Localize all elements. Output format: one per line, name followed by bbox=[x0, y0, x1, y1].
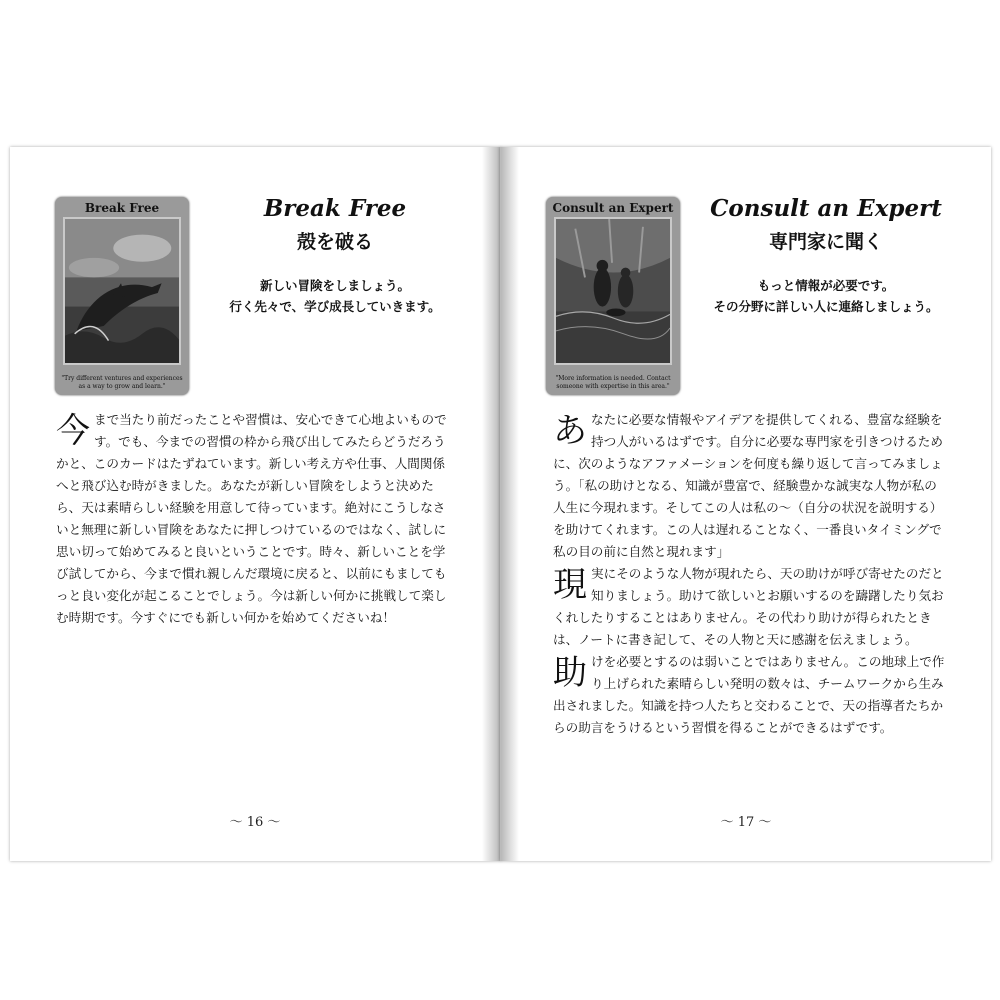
oracle-card-break-free bbox=[55, 197, 189, 395]
paragraph-text: なたに必要な情報やアイデアを提供してくれる、豊富な経験を持つ人がいるはずです。自分に必要な専門家を引きつけるために、次のようなアファメーションを何度も繰り返して言ってみましょう。「私の助けとなる、知識が豊富で、経験豊かな誠実な人物が私の人生に今現れます。そしてこの人は私の～（自分の状況を説明する）を助けてくれます。この人は遅れることなく、一番良いタイミングで私の目の前に自然と現れます」 bbox=[553, 412, 943, 559]
paragraph bbox=[553, 563, 945, 651]
body-text bbox=[56, 409, 448, 629]
paragraph bbox=[56, 409, 448, 629]
card-caption: "Try different ventures and experiences as a way to grow and learn." bbox=[61, 375, 183, 390]
consultation-illustration bbox=[554, 217, 672, 365]
page-gutter-shadow bbox=[482, 147, 500, 861]
drop-cap: 現 bbox=[553, 565, 587, 605]
heading-japanese: 殻を破る bbox=[296, 231, 373, 253]
page-gutter-shadow bbox=[501, 147, 519, 861]
open-book bbox=[10, 147, 990, 861]
paragraph bbox=[553, 409, 945, 563]
left-page bbox=[10, 147, 501, 861]
card-title: Consult an Expert bbox=[552, 201, 674, 215]
paragraph-text: まで当たり前だったことや習慣は、安心できて心地よいものです。でも、今までの習慣の枠から飛び出してみたらどうだろうかと、このカードはたずねています。新しい考え方や仕事、人間関係へと飛び込む時がきました。あなたが新しい冒険をしようと決めたら、天は素晴らしい経験を用意して待っています。絶対にこうしなさいと無理に新しい冒険をあなたに押しつけているのではなく、試しに思い切って始めてみると良いということです。時々、新しいことを学び試してから、今まで慣れ親しんだ環境に戻ると、以前にもましてもっと良い変化が起こることでしょう。今は新しい何かに挑戦して楽しむ時期です。今すぐにでも新しい何かを始めてくださいね！ bbox=[56, 412, 447, 625]
page-number: ～ 17 ～ bbox=[720, 815, 772, 830]
lead-message bbox=[185, 275, 485, 317]
lead-line: 行く先々で、学び成長していきます。 bbox=[229, 299, 441, 314]
oracle-card-consult-an-expert bbox=[546, 197, 680, 395]
lead-line: もっと情報が必要です。 bbox=[757, 278, 895, 293]
drop-cap: 助 bbox=[553, 653, 587, 693]
drop-cap: あ bbox=[553, 411, 587, 451]
heading-japanese: 専門家に聞く bbox=[768, 231, 883, 253]
card-title: Break Free bbox=[84, 201, 160, 215]
heading-english: Consult an Expert bbox=[710, 195, 942, 222]
body-text bbox=[553, 409, 945, 739]
right-page bbox=[500, 147, 991, 861]
lead-message bbox=[676, 275, 976, 317]
paragraph bbox=[553, 651, 945, 739]
paragraph-text: けを必要とするのは弱いことではありません。この地球上で作り上げられた素晴らしい発明の数々は、チームワークから生み出されました。知識を持つ人たちと交わることで、天の指導者たちからの助言をうけるという習慣を得ることができるはずです。 bbox=[553, 654, 945, 735]
heading-english: Break Free bbox=[263, 195, 407, 222]
drop-cap: 今 bbox=[56, 411, 90, 451]
paragraph-text: 実にそのような人物が現れたら、天の助けが呼び寄せたのだと知りましょう。助けて欲しいとお願いするのを躊躇したり気おくれしたりすることはありません。その代わり助けが得られたときは、ノートに書き記して、その人物と天に感謝を伝えましょう。 bbox=[553, 566, 944, 647]
lead-line: 新しい冒険をしましょう。 bbox=[259, 278, 410, 293]
card-caption: "More information is needed. Contact someone with expertise in this area." bbox=[555, 375, 671, 390]
page-number: ～ 16 ～ bbox=[229, 815, 281, 830]
dolphin-illustration bbox=[63, 217, 181, 365]
lead-line: その分野に詳しい人に連絡しましょう。 bbox=[713, 299, 939, 314]
